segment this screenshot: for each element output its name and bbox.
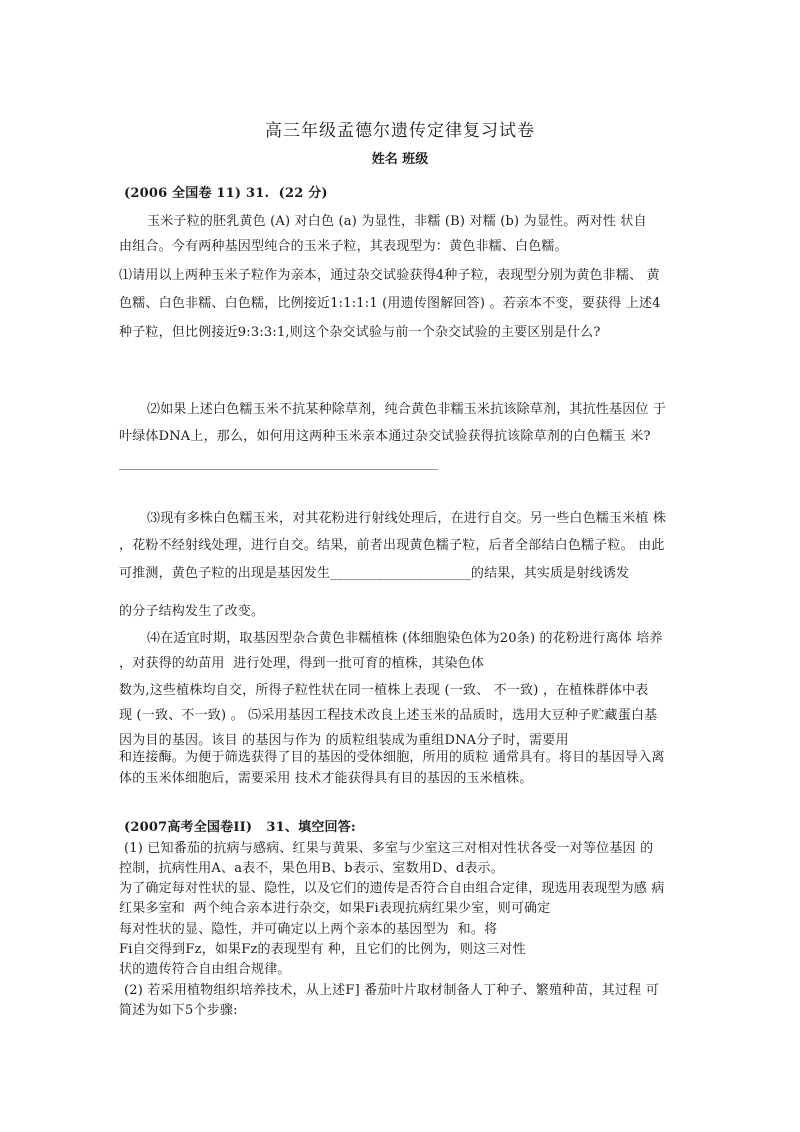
- paragraph-line: ⑷在适宜时期，取基因型杂合黄色非糯植株 (体细胞染色体为20条) 的花粉进行离体 培养: [147, 631, 663, 646]
- paragraph-line: 玉米子粒的胚乳黄色 (A) 对白色 (a) 为显性，非糯 (B) 对糯 (b) 为显性。两对性 状自: [147, 214, 647, 229]
- paragraph-line: 和连接酶。为便于筛选获得了目的基因的受体细胞，所用的质粒 通常具有。将目的基因导入离: [119, 750, 665, 765]
- paragraph-line: 数为,这些植株均自交，所得子粒性状在同一植株上表现 (一致、 不一致) ，在植株群体中表: [119, 683, 649, 698]
- paragraph-line: ⑴请用以上两种玉米子粒作为亲本，通过杂交试验获得4种子粒，表现型分别为黄色非糯、 黄: [119, 268, 660, 283]
- paragraph-line: 的分子结构发生了改变。: [119, 604, 265, 619]
- paragraph-line: 为了确定每对性状的显、隐性，以及它们的遗传是否符合自由组合定律，现选用表现型为感 病: [119, 881, 665, 896]
- paragraph-line: 现 (一致、不一致) 。 ⑸采用基因工程技术改良上述玉米的品质时，选用大豆种子贮藏蛋白基: [119, 708, 658, 723]
- paragraph-line: 每对性状的显、隐性，并可确定以上两个亲本的基因型为 和。将: [119, 922, 498, 937]
- paragraph-line: 由组合。今有两种基因型纯合的玉米子粒，其表现型为：黄色非糯、白色糯。: [119, 239, 568, 254]
- paragraph-line: 叶绿体DNA上，那么，如何用这两种玉米亲本通过杂交试验获得抗该除草剂的白色糯玉 米?: [119, 429, 651, 444]
- paragraph-line: 状的遗传符合自由组合规律。: [119, 962, 291, 977]
- question-header-2007: (2007高考全国卷II) 31、填空回答:: [124, 820, 356, 835]
- paragraph-line: ，花粉不经射线处理，进行自交。结果，前者出现黄色糯子粒，后者全部结白色糯子粒。 由此: [119, 538, 665, 553]
- name-class-line: 姓名 班级: [371, 152, 429, 167]
- paragraph-line: ⑵如果上述白色糯玉米不抗某种除草剂，纯合黄色非糯玉米抗该除草剂，其抗性基因位 于: [147, 402, 667, 417]
- paragraph-line: 控制，抗病性用A、a表不，果色用B、b表示、室数用D、d表示。: [119, 861, 504, 876]
- paragraph-line: 简述为如下5个步骤:: [119, 1003, 238, 1018]
- paragraph-line: (2) 若采用植物组织培养技术，从上述F] 番茄叶片取材制备人丁种子、繁殖种苗，其过程 可: [124, 983, 659, 998]
- paragraph-line: 因为目的基因。该目 的基因与作为 的质粒组装成为重组DNA分子时，需要用: [119, 733, 569, 748]
- paragraph-line: 可推测，黄色子粒的出现是基因发生_____________________的结果，其实质是射线诱发: [119, 566, 630, 581]
- paragraph-line: ⑶现有多株白色糯玉米，对其花粉进行射线处理后，在进行自交。另一些白色糯玉米植 株: [147, 511, 667, 526]
- page-title: 高三年级孟德尔遗传定律复习试卷: [265, 121, 535, 141]
- question-header-2006: (2006 全国卷 11) 31. (22 分): [124, 186, 328, 201]
- paragraph-line: (1) 已知番茄的抗病与感病、红果与黄果、多室与少室这三对相对性状各受一对等位基因 的: [124, 841, 654, 856]
- paragraph-line: 体的玉米体细胞后，需要采用 技术才能获得具有目的基因的玉米植株。: [119, 771, 533, 786]
- answer-blank-line: __________________________________________________________: [119, 457, 438, 470]
- paragraph-line: 种子粒，但比例接近9:3:3:1,则这个杂交试验与前一个杂交试验的主要区别是什么?: [119, 325, 601, 340]
- paragraph-line: 色糯、白色非糯、白色糯，比例接近1:1:1:1 (用遗传图解回答) 。若亲本不变，要获得 上述4: [119, 296, 661, 311]
- paragraph-line: Fi自交得到Fz，如果Fz的表现型有 种，且它们的比例为，则这三对性: [119, 942, 526, 957]
- paragraph-line: ，对获得的幼苗用 进行处理，得到一批可育的植株，其染色体: [119, 656, 485, 671]
- paragraph-line: 红果多室和 两个纯合亲本进行杂交，如果Fi表现抗病红果少室，则可确定: [119, 901, 551, 916]
